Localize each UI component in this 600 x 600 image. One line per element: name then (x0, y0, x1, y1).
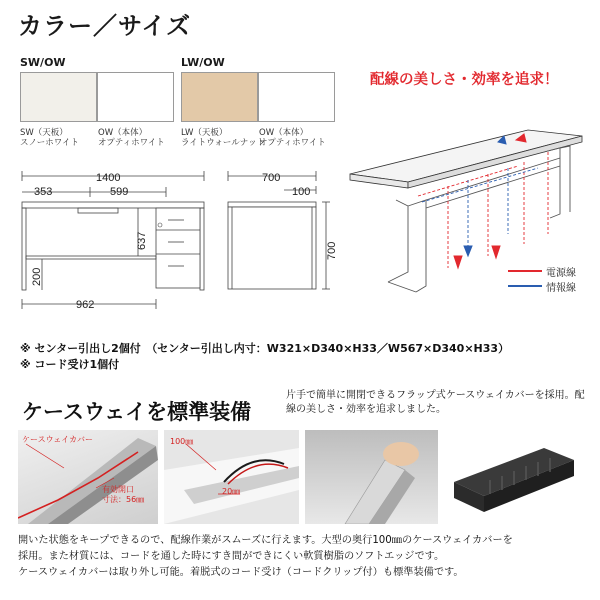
opening-dim-value: 寸法：56㎜ (102, 495, 145, 504)
dim-962: 962 (76, 299, 95, 311)
legend-data-label: 情報線 (546, 283, 576, 294)
swatch-caption-ow-body-2 (259, 128, 326, 148)
section-title-color-size: カラー／サイズ (18, 12, 192, 40)
swatch-ow-body-2 (258, 72, 335, 122)
caseway-cover-label: ケースウェイカバー (22, 435, 94, 444)
swatch-caption-ow-body (98, 128, 165, 148)
note-cord-receiver: ※ コード受け1個付 (20, 358, 120, 371)
note-center-drawer: ※ センター引出し2個付 （センター引出し内寸：W321×D340×H33／W567×D340×H33） (20, 342, 510, 355)
swatch-sw-top (20, 72, 97, 122)
dim-700-depth: 700 (262, 172, 281, 184)
photo-cord-receiver (444, 430, 584, 524)
front-view-drawing (16, 168, 221, 328)
caption-label: OW（本体） (259, 128, 309, 138)
caseway-title: ケースウェイを標準装備 (22, 400, 252, 424)
dim-637: 637 (136, 231, 148, 250)
legend-data-swatch (508, 285, 542, 287)
dim-700-height: 700 (326, 241, 338, 260)
caption-label: LW（天板） (181, 128, 228, 138)
swatch-code-lw-ow: LW/OW (181, 56, 225, 69)
caseway-intro: 片手で簡単に開閉できるフラップ式ケースウェイカバーを採用。配線の美しさ・効率を追求しました。 (286, 390, 585, 415)
caption-name: ライトウォールナット (181, 138, 266, 148)
side-view-drawing (222, 168, 340, 328)
dim-599: 599 (110, 186, 129, 198)
caption-label: SW（天板） (20, 128, 68, 138)
legend-power-swatch (508, 270, 542, 272)
caption-name: オプティホワイト (259, 138, 326, 148)
swatch-lw-top (181, 72, 258, 122)
description-line-2: 採用。また材質には、コードを通した時にすき間ができにくい軟質樹脂のソフトエッジです。 (18, 551, 445, 562)
description-line-1: 開いた状態をキープできるので、配線作業がスムーズに行えます。大型の奥行100㎜のケースウェイカバーを (18, 535, 513, 546)
slogan: 配線の美しさ・効率を追求！ (370, 72, 559, 88)
description-line-3: ケースウェイカバーは取り外し可能。着脱式のコード受け（コードクリップ付）も標準装備です。 (18, 567, 464, 578)
photo-caseway-dimensions (164, 430, 299, 524)
dim-353: 353 (34, 186, 53, 198)
caption-name: オプティホワイト (98, 138, 165, 148)
swatch-caption-sw-top (20, 128, 79, 148)
removable-cover-image (305, 430, 438, 524)
photo-removable-cover (305, 430, 438, 524)
wire-legend (508, 264, 598, 294)
caption-name: スノーホワイト (20, 138, 79, 148)
dim-200: 200 (31, 267, 43, 286)
swatch-code-sw-ow: SW/OW (20, 56, 66, 69)
caseway-description (18, 533, 593, 581)
opening-dim-label: 有効開口 (102, 485, 134, 494)
caption-label: OW（本体） (98, 128, 148, 138)
edge-20-label: 20㎜ (222, 487, 241, 496)
cord-receiver-image (444, 430, 584, 524)
swatch-caption-lw-top (181, 128, 265, 148)
swatch-ow-body (97, 72, 174, 122)
legend-power-label: 電源線 (546, 268, 576, 279)
dim-1400: 1400 (96, 172, 121, 184)
dim-100: 100 (292, 186, 311, 198)
photo-caseway-cover (18, 430, 158, 524)
depth-100-label: 100㎜ (170, 437, 194, 446)
